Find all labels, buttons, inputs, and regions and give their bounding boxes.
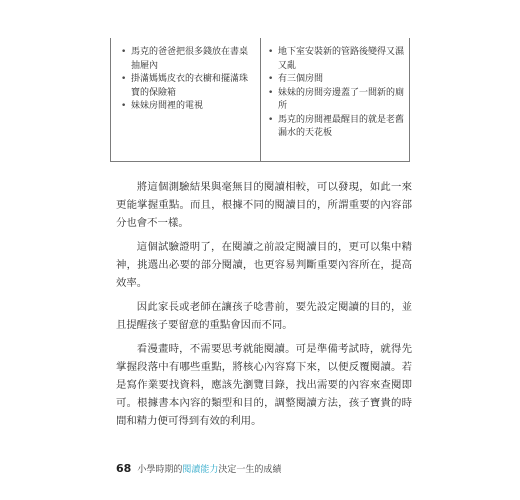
list-item-text: 掛滿媽媽皮衣的衣櫥和擺滿珠寶的保險箱 (131, 74, 249, 98)
paragraph: 這個試驗證明了，在閱讀之前設定閱讀目的，更可以集中精神，挑選出必要的部分閱讀，也更容易判斷重要內容所在，提高效率。 (116, 241, 412, 289)
bullet: • (268, 74, 274, 84)
body-text (116, 178, 412, 436)
comparison-box (110, 38, 410, 162)
list-item-text: 地下室安裝新的管路後變得又濕又亂 (278, 47, 405, 71)
book-title-part: 小學時期的 (137, 465, 183, 475)
list-item-text: 妹妹房間裡的電視 (131, 101, 204, 111)
list-item (268, 114, 404, 141)
paragraph: 看漫畫時，不需要思考就能閱讀。可是準備考試時，就得先掌握段落中有哪些重點，將核心內容寫下來，以便反覆閱讀。若是寫作業要找資料，應該先瀏覽目錄，找出需要的內容來查閱即可。根據書本內容的類型和目的，調整閱讀方法，孩子寶貴的時間和精力便可得到有效的利用。 (116, 343, 412, 427)
left-column (121, 46, 253, 114)
bullet: • (121, 74, 127, 84)
bullet: • (268, 47, 274, 57)
list-item (268, 73, 404, 87)
page-footer (116, 462, 281, 475)
list-item (121, 100, 253, 114)
book-title-part: 決定一生的成績 (218, 465, 282, 475)
list-item (268, 46, 404, 73)
bullet: • (121, 101, 127, 111)
list-item-text: 有三個房間 (278, 74, 324, 84)
box-divider (260, 38, 261, 161)
list-item (121, 73, 253, 100)
paragraph: 將這個測驗結果與毫無目的閱讀相較，可以發現，如此一來更能掌握重點。而且，根據不同的閱讀目的，所謂重要的內容部分也會不一樣。 (116, 181, 412, 229)
page-number: 68 (116, 462, 132, 475)
list-item-text: 妹妹的房間旁邊蓋了一間新的廁所 (278, 87, 405, 111)
list-item (268, 87, 404, 114)
right-column (268, 46, 404, 141)
bullet: • (268, 114, 274, 125)
list-item-text: 馬克的爸爸把很多錢放在書桌抽屜內 (131, 47, 249, 71)
paragraph: 因此家長或老師在讓孩子唸書前，要先設定閱讀的目的，並且提醒孩子要留意的重點會因而不同。 (116, 301, 412, 331)
book-title-highlight: 閱讀能力 (182, 465, 219, 475)
bullet: • (121, 47, 127, 57)
list-item-text: 馬克的房間裡最醒目的就是老舊漏水的天花板 (278, 114, 405, 138)
bullet: • (268, 87, 274, 98)
list-item (121, 46, 253, 73)
